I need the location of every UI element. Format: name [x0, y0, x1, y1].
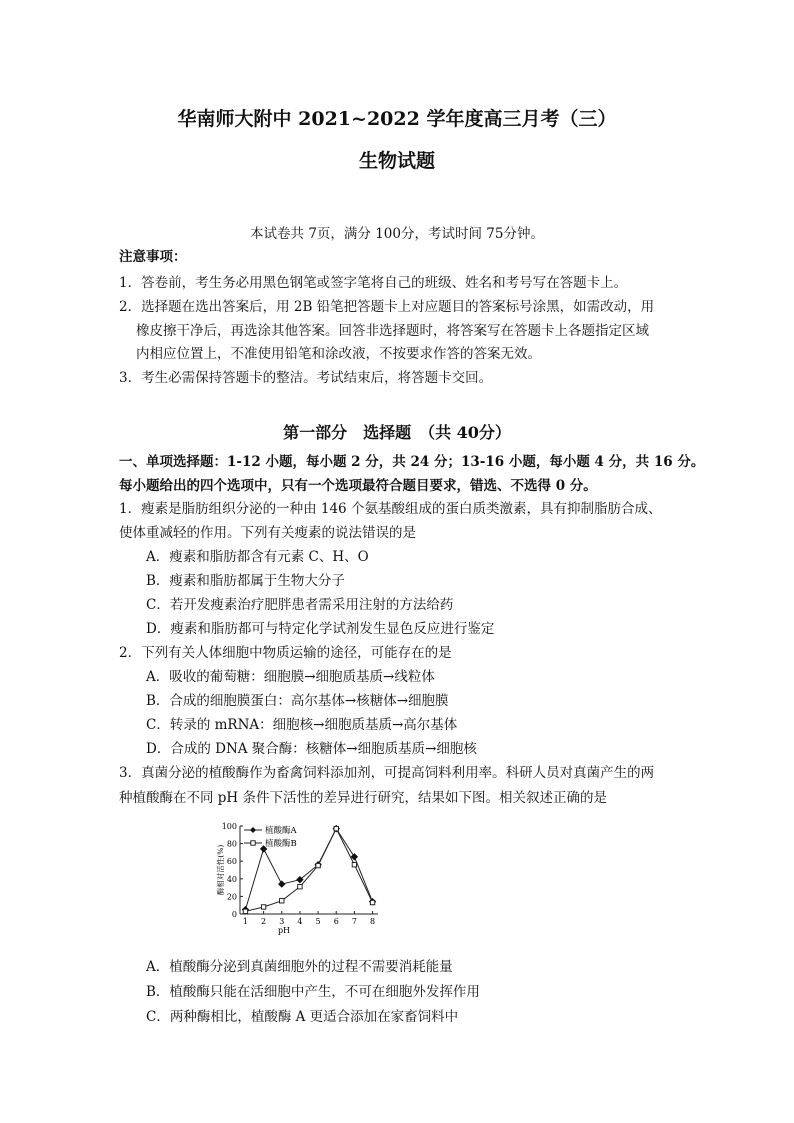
- page-subtitle: 生物试题: [358, 150, 435, 172]
- data-point-a: [351, 854, 357, 860]
- page-title: 华南师大附中 2021~2022 学年度高三月考（三）: [177, 108, 617, 130]
- legend-label: 植酸酶A: [265, 826, 297, 836]
- option: C．两种酶相比，植酸酶 A 更适合添加在家畜饲料中: [146, 1009, 459, 1025]
- option: B．瘦素和脂肪都属于生物大分子: [146, 573, 345, 589]
- option: D．瘦素和脂肪都可与特定化学试剂发生显色反应进行鉴定: [146, 621, 495, 637]
- exam-intro: 本试卷共 7页，满分 100分，考试时间 75分钟。: [250, 226, 544, 242]
- notice-item: 3．考生必需保持答题卡的整洁。考试结束后，将答题卡交回。: [119, 370, 493, 386]
- question-stem: 2．下列有关人体细胞中物质运输的途径，可能存在的是: [119, 645, 452, 661]
- x-tick-label: 2: [261, 917, 267, 926]
- section-instruction: 一、单项选择题：1-12 小题，每小题 2 分，共 24 分；13-16 小题，每小题 4 分，共 16 分。: [119, 454, 705, 470]
- x-tick-label: 5: [315, 917, 321, 926]
- y-tick-label: 80: [226, 839, 237, 849]
- data-point-b: [298, 885, 302, 889]
- notice-item: 内相应位置上，不准使用铅笔和涂改液，不按要求作答的答案无效。: [136, 346, 541, 362]
- y-tick-label: 20: [226, 892, 237, 902]
- x-tick-label: 7: [351, 917, 357, 926]
- x-tick-label: 1: [242, 917, 248, 926]
- question-stem: 3．真菌分泌的植酸酶作为畜禽饲料添加剂，可提高饲料利用率。科研人员对真菌产生的两: [119, 765, 655, 781]
- legend-marker-b: [251, 841, 255, 845]
- data-point-b: [316, 863, 320, 867]
- data-point-b: [334, 826, 338, 830]
- y-tick-label: 60: [226, 857, 237, 867]
- x-tick-label: 6: [333, 917, 339, 926]
- option: C．转录的 mRNA：细胞核→细胞质基质→高尔基体: [146, 717, 458, 733]
- y-axis-label: 酶相对活性(%): [216, 844, 225, 896]
- option: A．植酸酶分泌到真菌细胞外的过程不需要消耗能量: [146, 959, 453, 975]
- x-tick-label: 4: [297, 917, 303, 926]
- x-axis-label: pH: [277, 926, 291, 935]
- legend-marker-a: [250, 827, 256, 833]
- y-tick-label: 100: [221, 822, 237, 831]
- y-tick-label: 40: [226, 874, 237, 884]
- notice-heading: 注意事项：: [119, 249, 187, 265]
- x-tick-label: 3: [279, 917, 285, 926]
- option: C．若开发瘦素治疗肥胖患者需采用注射的方法给药: [146, 597, 454, 613]
- data-point-a: [279, 881, 285, 887]
- question-stem: 使体重减轻的作用。下列有关瘦素的说法错误的是: [119, 525, 416, 541]
- enzyme-activity-chart: [190, 814, 390, 949]
- notice-item: 2．选择题在选出答案后，用 2B 铅笔把答题卡上对应题目的答案标号涂黑，如需改动，用: [119, 299, 655, 315]
- notice-item: 1．答卷前，考生务必用黑色钢笔或签字笔将自己的班级、姓名和考号写在答题卡上。: [119, 275, 628, 291]
- data-point-b: [243, 909, 247, 913]
- data-point-b: [352, 863, 356, 867]
- data-point-b: [261, 905, 265, 909]
- data-point-b: [370, 900, 374, 904]
- option: B．合成的细胞膜蛋白：高尔基体→核糖体→细胞膜: [146, 693, 449, 709]
- option: D．合成的 DNA 聚合酶：核糖体→细胞质基质→细胞核: [146, 741, 477, 757]
- question-stem: 1．瘦素是脂肪组织分泌的一种由 146 个氨基酸组成的蛋白质类激素，具有抑制脂肪合成、: [119, 501, 662, 517]
- data-point-b: [280, 899, 284, 903]
- section-instruction: 每小题给出的四个选项中，只有一个选项最符合题目要求，错选、不选得 0 分。: [119, 478, 597, 494]
- part-heading: 第一部分 选择题 （共 40分）: [283, 423, 511, 442]
- option: B．植酸酶只能在活细胞中产生，不可在细胞外发挥作用: [146, 984, 480, 1000]
- legend-label: 植酸酶B: [265, 839, 297, 849]
- x-tick-label: 8: [370, 917, 376, 926]
- question-stem: 种植酸酶在不同 pH 条件下活性的差异进行研究，结果如下图。相关叙述正确的是: [119, 790, 607, 806]
- option: A．吸收的葡萄糖：细胞膜→细胞质基质→线粒体: [146, 669, 435, 685]
- option: A．瘦素和脂肪都含有元素 C、H、O: [146, 549, 369, 565]
- y-tick-label: 0: [231, 910, 237, 919]
- notice-item: 橡皮擦干净后，再选涂其他答案。回答非选择题时，将答案写在答题卡上各题指定区域: [136, 323, 649, 339]
